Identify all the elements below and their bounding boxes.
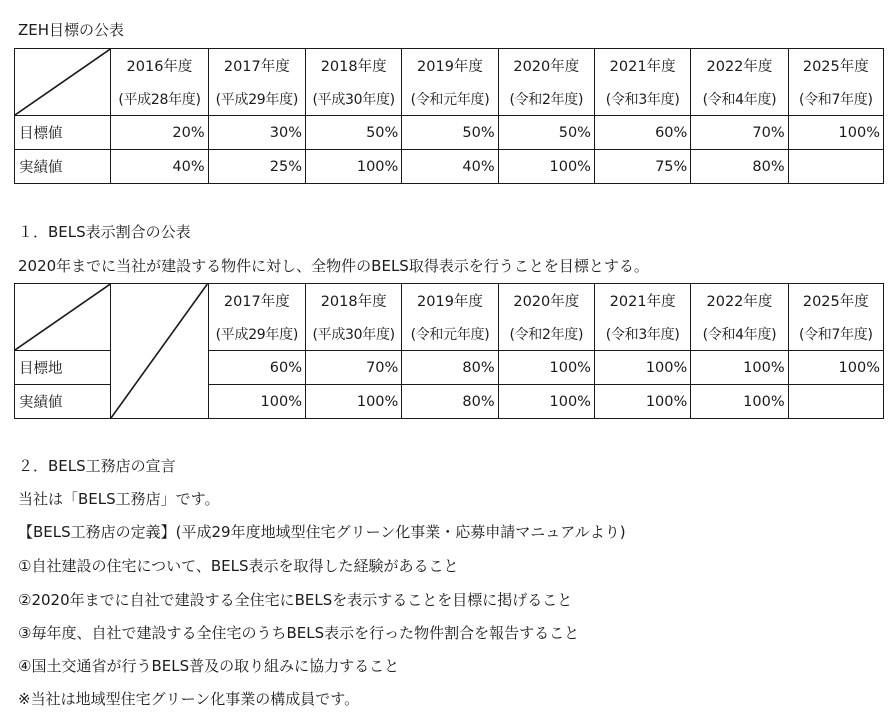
zeh-year: 2019年度 xyxy=(402,49,498,83)
bels-year: 2018年度 xyxy=(305,284,401,318)
table-cell: 60% xyxy=(208,351,305,385)
definition-item: ②2020年までに自社で建設する全住宅にBELSを表示することを目標に掲げること xyxy=(18,591,573,609)
bels-year: 2021年度 xyxy=(594,284,690,318)
diagonal-line xyxy=(15,49,110,115)
table-cell: 40% xyxy=(402,150,498,184)
bels-year: 2019年度 xyxy=(402,284,498,318)
table-cell: 100% xyxy=(305,385,401,419)
zeh-table xyxy=(14,48,884,184)
table-cell: 50% xyxy=(305,116,401,150)
zeh-era: (令和2年度) xyxy=(498,82,594,116)
zeh-year: 2017年度 xyxy=(208,49,305,83)
zeh-year: 2018年度 xyxy=(305,49,401,83)
zeh-header-row-eras xyxy=(15,82,884,116)
table-cell: 25% xyxy=(208,150,305,184)
zeh-year: 2016年度 xyxy=(111,49,208,83)
zeh-year: 2022年度 xyxy=(691,49,788,83)
bels-era: (平成30年度) xyxy=(305,317,401,351)
bels-heading: １．BELS表示割合の公表 xyxy=(18,223,191,241)
declaration-heading: ２．BELS工務店の宣言 xyxy=(18,457,176,475)
bels-corner-cell xyxy=(15,284,111,351)
zeh-year: 2021年度 xyxy=(594,49,690,83)
bels-header-row-years xyxy=(15,284,884,318)
zeh-era: (令和4年度) xyxy=(691,82,788,116)
zeh-era: (令和元年度) xyxy=(402,82,498,116)
definition-heading: 【BELS工務店の定義】(平成29年度地域型住宅グリーン化事業・応募申請マニュアルより) xyxy=(18,523,626,541)
table-cell: 20% xyxy=(111,116,208,150)
table-cell: 60% xyxy=(594,116,690,150)
definition-item: ①自社建設の住宅について、BELS表示を取得した経験があること xyxy=(18,557,459,575)
zeh-header-row-years xyxy=(15,49,884,83)
zeh-era: (平成28年度) xyxy=(111,82,208,116)
zeh-year: 2025年度 xyxy=(788,49,883,83)
bels-year: 2022年度 xyxy=(691,284,788,318)
membership-note: ※当社は地域型住宅グリーン化事業の構成員です。 xyxy=(18,690,360,708)
table-cell: 80% xyxy=(402,351,498,385)
table-cell xyxy=(788,385,883,419)
table-cell: 100% xyxy=(594,351,690,385)
table-cell: 75% xyxy=(594,150,690,184)
table-cell: 100% xyxy=(691,385,788,419)
table-cell: 50% xyxy=(402,116,498,150)
bels-era: (令和7年度) xyxy=(788,317,883,351)
zeh-row-target xyxy=(15,116,884,150)
declaration-line: 当社は「BELS工務店」です。 xyxy=(18,490,220,508)
table-cell: 100% xyxy=(788,116,883,150)
bels-intro: 2020年までに当社が建設する物件に対し、全物件のBELS取得表示を行うことを目標とする。 xyxy=(18,257,649,275)
table-cell: 100% xyxy=(788,351,883,385)
bels-era: (令和4年度) xyxy=(691,317,788,351)
zeh-title: ZEH目標の公表 xyxy=(18,21,125,39)
zeh-row-actual xyxy=(15,150,884,184)
bels-table xyxy=(14,283,884,419)
table-cell: 100% xyxy=(208,385,305,419)
bels-era: (令和2年度) xyxy=(498,317,594,351)
table-cell: 50% xyxy=(498,116,594,150)
bels-era: (令和3年度) xyxy=(594,317,690,351)
table-cell: 80% xyxy=(402,385,498,419)
row-label: 目標地 xyxy=(15,351,111,385)
table-cell: 70% xyxy=(691,116,788,150)
bels-year: 2017年度 xyxy=(208,284,305,318)
definition-item: ④国土交通省が行うBELS普及の取り組みに協力すること xyxy=(18,657,400,675)
diagonal-line xyxy=(111,284,207,418)
table-cell: 80% xyxy=(691,150,788,184)
definition-item: ③毎年度、自社で建設する全住宅のうちBELS表示を行った物件割合を報告すること xyxy=(18,624,580,642)
table-cell: 100% xyxy=(594,385,690,419)
table-cell: 100% xyxy=(498,150,594,184)
diagonal-line xyxy=(15,284,110,350)
table-cell: 100% xyxy=(691,351,788,385)
zeh-era: (令和3年度) xyxy=(594,82,690,116)
zeh-era: (平成30年度) xyxy=(305,82,401,116)
zeh-era: (平成29年度) xyxy=(208,82,305,116)
table-cell: 100% xyxy=(498,385,594,419)
row-label: 実績値 xyxy=(15,150,111,184)
table-cell: 100% xyxy=(498,351,594,385)
zeh-corner-cell xyxy=(15,49,111,116)
zeh-era: (令和7年度) xyxy=(788,82,883,116)
table-cell xyxy=(788,150,883,184)
bels-era: (令和元年度) xyxy=(402,317,498,351)
table-cell: 40% xyxy=(111,150,208,184)
row-label: 目標値 xyxy=(15,116,111,150)
table-cell: 100% xyxy=(305,150,401,184)
bels-year: 2025年度 xyxy=(788,284,883,318)
bels-blank-cell xyxy=(111,284,208,419)
table-cell: 30% xyxy=(208,116,305,150)
bels-year: 2020年度 xyxy=(498,284,594,318)
row-label: 実績値 xyxy=(15,385,111,419)
bels-era: (平成29年度) xyxy=(208,317,305,351)
table-cell: 70% xyxy=(305,351,401,385)
zeh-year: 2020年度 xyxy=(498,49,594,83)
